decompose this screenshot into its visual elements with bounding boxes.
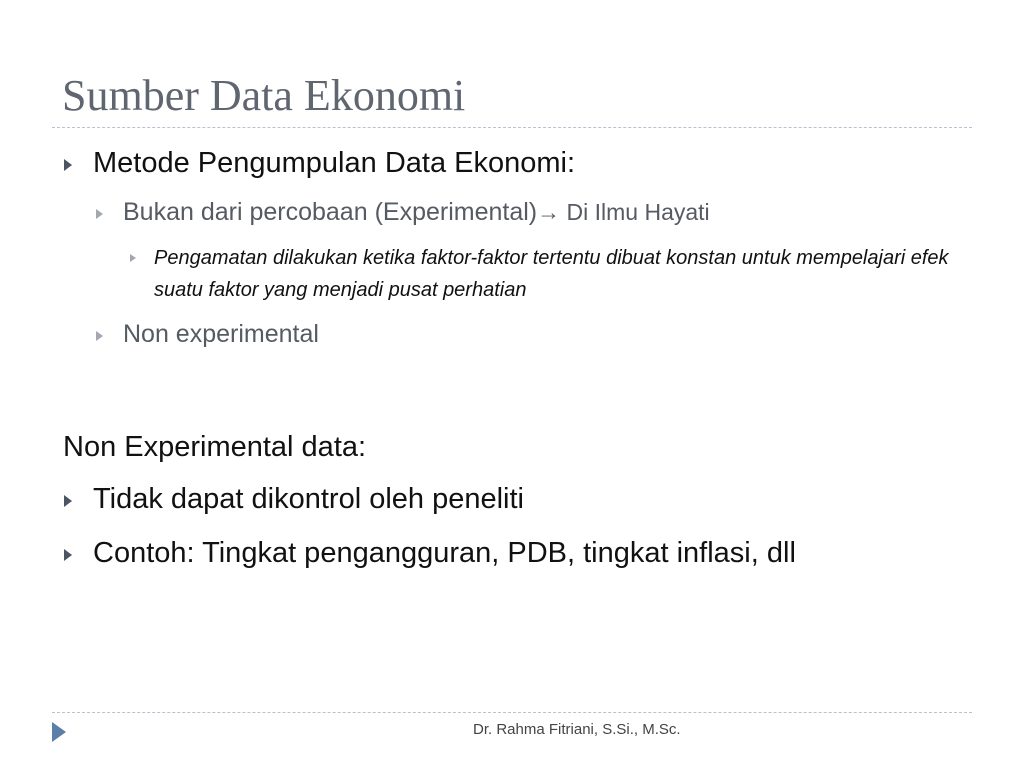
triangle-bullet-icon [130,254,136,262]
bullet-sub-2: Non experimental [123,320,319,348]
section-heading: Non Experimental data: [63,431,367,463]
footer-divider [52,712,972,713]
play-icon[interactable] [52,722,66,742]
title-divider [52,127,972,128]
bullet-sub-1-arrow: → Di Ilmu Hayati [537,199,710,225]
bullet-sub-1-detail: Pengamatan dilakukan ketika faktor-faktor tertentu dibuat konstan untuk mempelajari efek suatu faktor yang menjadi pusat perhatian [154,247,949,301]
bullet-main: Metode Pengumpulan Data Ekonomi: [93,147,576,179]
section-bullet-2: Contoh: Tingkat pengangguran, PDB, tingkat inflasi, dll [93,537,796,569]
section-bullet-1: Tidak dapat dikontrol oleh peneliti [93,483,524,515]
bullet-sub-1-text: Bukan dari percobaan (Experimental) [123,198,538,226]
bullet-sub-1 [123,198,710,227]
triangle-bullet-icon [96,209,103,219]
triangle-bullet-icon [96,331,103,341]
slide-title: Sumber Data Ekonomi [62,71,466,120]
triangle-bullet-icon [64,495,72,507]
triangle-bullet-icon [64,159,72,171]
footer-author: Dr. Rahma Fitriani, S.Si., M.Sc. [473,721,681,738]
triangle-bullet-icon [64,549,72,561]
